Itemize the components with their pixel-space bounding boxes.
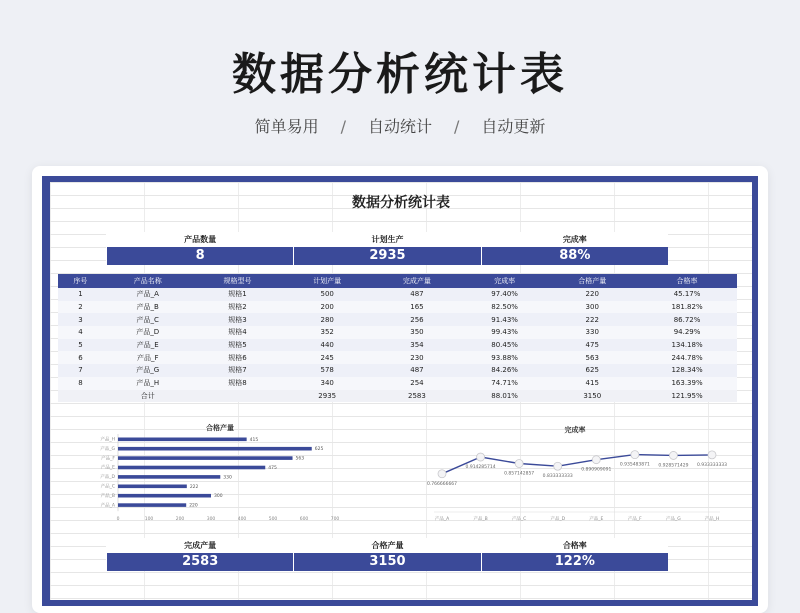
- kpi-finished: [106, 538, 293, 571]
- data-label: 415: [249, 437, 259, 443]
- table-row: [58, 301, 737, 314]
- table-cell: 340: [282, 377, 372, 390]
- table-cell: 74.71%: [462, 377, 548, 390]
- table-cell: 规格1: [193, 288, 283, 301]
- kpi-planned: [293, 232, 480, 265]
- total-cell: 2935: [282, 390, 372, 403]
- table-cell: 2: [58, 301, 103, 314]
- chart-title: 完成率: [564, 426, 586, 434]
- table-cell: 487: [372, 288, 462, 301]
- tick-label: 700: [330, 517, 340, 522]
- category-label: 产品_G: [666, 517, 681, 522]
- table-cell: 163.39%: [637, 377, 737, 390]
- total-cell: [193, 390, 283, 403]
- category-label: 产品_F: [627, 517, 642, 522]
- data-table: [58, 274, 737, 402]
- sheet-title: 数据分析统计表: [352, 195, 450, 211]
- table-cell: 94.29%: [637, 326, 737, 339]
- tick-label: 0: [116, 517, 120, 522]
- table-cell: 产品_G: [103, 364, 193, 377]
- table-cell: 规格4: [193, 326, 283, 339]
- total-cell: [58, 390, 103, 403]
- data-label: 300: [214, 494, 223, 500]
- table-cell: 产品_A: [103, 288, 193, 301]
- table-cell: 134.18%: [637, 339, 737, 352]
- data-point: [438, 470, 446, 478]
- table-cell: 128.34%: [637, 364, 737, 377]
- table-cell: 产品_C: [103, 313, 193, 326]
- table-row: [58, 326, 737, 339]
- table-cell: 3: [58, 313, 103, 326]
- data-label: 0.833333333: [542, 474, 573, 480]
- table-cell: 产品_B: [103, 301, 193, 314]
- tag-auto-update: 自动更新: [481, 117, 546, 136]
- data-label: 475: [268, 466, 277, 471]
- table-cell: 300: [547, 301, 637, 314]
- kpi-top: [106, 232, 668, 265]
- table-cell: 245: [282, 351, 372, 364]
- table-cell: 487: [372, 364, 462, 377]
- bar: [118, 494, 211, 498]
- table-cell: 产品_E: [103, 339, 193, 352]
- kpi-label: 产品数量: [107, 232, 293, 247]
- data-label: 0.935483871: [619, 462, 650, 468]
- table-cell: 规格8: [193, 377, 283, 390]
- table-row: [58, 313, 737, 326]
- total-cell: 2583: [372, 390, 462, 403]
- tick-label: 500: [268, 517, 278, 522]
- table-cell: 354: [372, 339, 462, 352]
- table-cell: 330: [547, 326, 637, 339]
- bar-chart-qualified: [70, 422, 370, 522]
- kpi-label: 完成率: [482, 232, 668, 247]
- table-cell: 产品_F: [103, 351, 193, 364]
- table-cell: 350: [372, 326, 462, 339]
- table-cell: 563: [547, 351, 637, 364]
- tag-separator: /: [454, 117, 460, 136]
- data-point: [708, 451, 716, 459]
- line-chart-completion: [420, 424, 730, 524]
- table-cell: 1: [58, 288, 103, 301]
- hero-title: 数据分析统计表: [232, 49, 568, 100]
- tick-label: 300: [206, 517, 216, 522]
- table-cell: 91.43%: [462, 313, 548, 326]
- table-cell: 352: [282, 326, 372, 339]
- total-cell: 3150: [547, 390, 637, 403]
- kpi-bottom: [106, 538, 668, 571]
- table-header-row: [58, 274, 737, 288]
- table-cell: 625: [547, 364, 637, 377]
- kpi-product-count: [106, 232, 293, 265]
- table-cell: 8: [58, 377, 103, 390]
- table-cell: 244.78%: [637, 351, 737, 364]
- data-point: [554, 462, 562, 470]
- category-label: 产品_A: [434, 517, 450, 522]
- column-header: 计划产量: [282, 274, 372, 288]
- data-label: 0.914285714: [465, 465, 496, 471]
- table-cell: 222: [547, 313, 637, 326]
- bar: [118, 475, 220, 479]
- category-label: 产品_D: [100, 475, 115, 481]
- bar: [118, 456, 293, 460]
- data-point: [631, 451, 639, 459]
- tag-auto-stat: 自动统计: [367, 117, 432, 136]
- tag-separator: /: [340, 117, 346, 136]
- table-cell: 6: [58, 351, 103, 364]
- category-label: 产品_C: [511, 517, 527, 522]
- bar-chart-svg: [70, 422, 370, 522]
- kpi-label: 合格产量: [294, 538, 480, 553]
- data-point: [669, 451, 677, 459]
- column-header: 合格率: [637, 274, 737, 288]
- table-cell: 规格7: [193, 364, 283, 377]
- table-cell: 500: [282, 288, 372, 301]
- category-label: 产品_D: [550, 517, 566, 522]
- table-cell: 7: [58, 364, 103, 377]
- table-cell: 200: [282, 301, 372, 314]
- kpi-value: 122%: [482, 553, 668, 571]
- line-chart-svg: [420, 424, 730, 524]
- column-header: 规格型号: [193, 274, 283, 288]
- tick-label: 100: [144, 517, 154, 522]
- table-cell: 280: [282, 313, 372, 326]
- table-row: [58, 377, 737, 390]
- category-label: 产品_F: [101, 456, 115, 462]
- total-cell: 88.01%: [462, 390, 548, 403]
- data-label: 563: [295, 456, 305, 462]
- column-header: 序号: [58, 274, 103, 288]
- tick-label: 200: [175, 517, 185, 522]
- data-label: 0.766666667: [426, 481, 458, 487]
- tick-label: 400: [237, 517, 247, 522]
- total-cell: 121.95%: [637, 390, 737, 403]
- table-cell: 415: [547, 377, 637, 390]
- spreadsheet: [50, 182, 752, 600]
- table-cell: 45.17%: [637, 288, 737, 301]
- table-cell: 5: [58, 339, 103, 352]
- column-header: 完成产量: [372, 274, 462, 288]
- table-row: [58, 288, 737, 301]
- column-header: 完成率: [462, 274, 548, 288]
- table-cell: 256: [372, 313, 462, 326]
- data-label: 625: [314, 447, 324, 453]
- category-label: 产品_B: [100, 493, 115, 499]
- data-label: 0.928571429: [658, 463, 689, 469]
- table-cell: 220: [547, 288, 637, 301]
- kpi-value: 8: [107, 247, 293, 265]
- bar: [118, 447, 312, 451]
- data-point: [592, 456, 600, 464]
- category-label: 产品_A: [100, 503, 115, 509]
- kpi-label: 合格率: [482, 538, 668, 553]
- bar: [118, 438, 247, 442]
- bar: [118, 503, 186, 507]
- kpi-completion-rate: [481, 232, 668, 265]
- table-cell: 82.50%: [462, 301, 548, 314]
- tick-label: 600: [299, 517, 309, 522]
- kpi-value: 3150: [294, 553, 480, 571]
- table-row: [58, 339, 737, 352]
- kpi-label: 计划生产: [294, 232, 480, 247]
- bar: [118, 466, 265, 470]
- kpi-value: 88%: [482, 247, 668, 265]
- data-label: 0.933333333: [696, 462, 728, 468]
- kpi-label: 完成产量: [107, 538, 293, 553]
- kpi-qualified-rate: [481, 538, 668, 571]
- table-cell: 93.88%: [462, 351, 548, 364]
- table-cell: 产品_D: [103, 326, 193, 339]
- category-label: 产品_G: [100, 446, 115, 452]
- data-label: 0.890909091: [581, 467, 612, 473]
- table-cell: 99.43%: [462, 326, 548, 339]
- table-cell: 254: [372, 377, 462, 390]
- category-label: 产品_H: [100, 437, 115, 443]
- data-label: 220: [189, 503, 198, 509]
- table-cell: 230: [372, 351, 462, 364]
- table-cell: 84.26%: [462, 364, 548, 377]
- chart-title: 合格产量: [206, 424, 234, 432]
- data-point: [477, 453, 485, 461]
- table-row: [58, 364, 737, 377]
- table-cell: 80.45%: [462, 339, 548, 352]
- category-label: 产品_E: [589, 517, 604, 522]
- bar: [118, 485, 187, 489]
- hero-tags: [0, 114, 800, 137]
- table-cell: 181.82%: [637, 301, 737, 314]
- data-label: 0.857142857: [504, 471, 535, 477]
- table-row: [58, 351, 737, 364]
- table-cell: 440: [282, 339, 372, 352]
- table-total-row: [58, 390, 737, 403]
- data-label: 330: [223, 475, 232, 481]
- data-point: [515, 460, 523, 468]
- table-cell: 4: [58, 326, 103, 339]
- category-label: 产品_B: [473, 517, 488, 522]
- table-cell: 产品_H: [103, 377, 193, 390]
- table-cell: 规格6: [193, 351, 283, 364]
- table-cell: 97.40%: [462, 288, 548, 301]
- table-cell: 规格2: [193, 301, 283, 314]
- total-cell: 合计: [103, 390, 193, 403]
- tag-easy: 简单易用: [254, 117, 319, 136]
- kpi-qualified: [293, 538, 480, 571]
- table-cell: 578: [282, 364, 372, 377]
- kpi-value: 2583: [107, 553, 293, 571]
- category-label: 产品_E: [100, 465, 115, 471]
- table-cell: 规格3: [193, 313, 283, 326]
- table-cell: 规格5: [193, 339, 283, 352]
- table-cell: 475: [547, 339, 637, 352]
- kpi-value: 2935: [294, 247, 480, 265]
- column-header: 合格产量: [547, 274, 637, 288]
- category-label: 产品_H: [704, 517, 720, 522]
- column-header: 产品名称: [103, 274, 193, 288]
- table-cell: 86.72%: [637, 313, 737, 326]
- table-cell: 165: [372, 301, 462, 314]
- category-label: 产品_C: [100, 484, 115, 490]
- data-label: 222: [189, 484, 199, 490]
